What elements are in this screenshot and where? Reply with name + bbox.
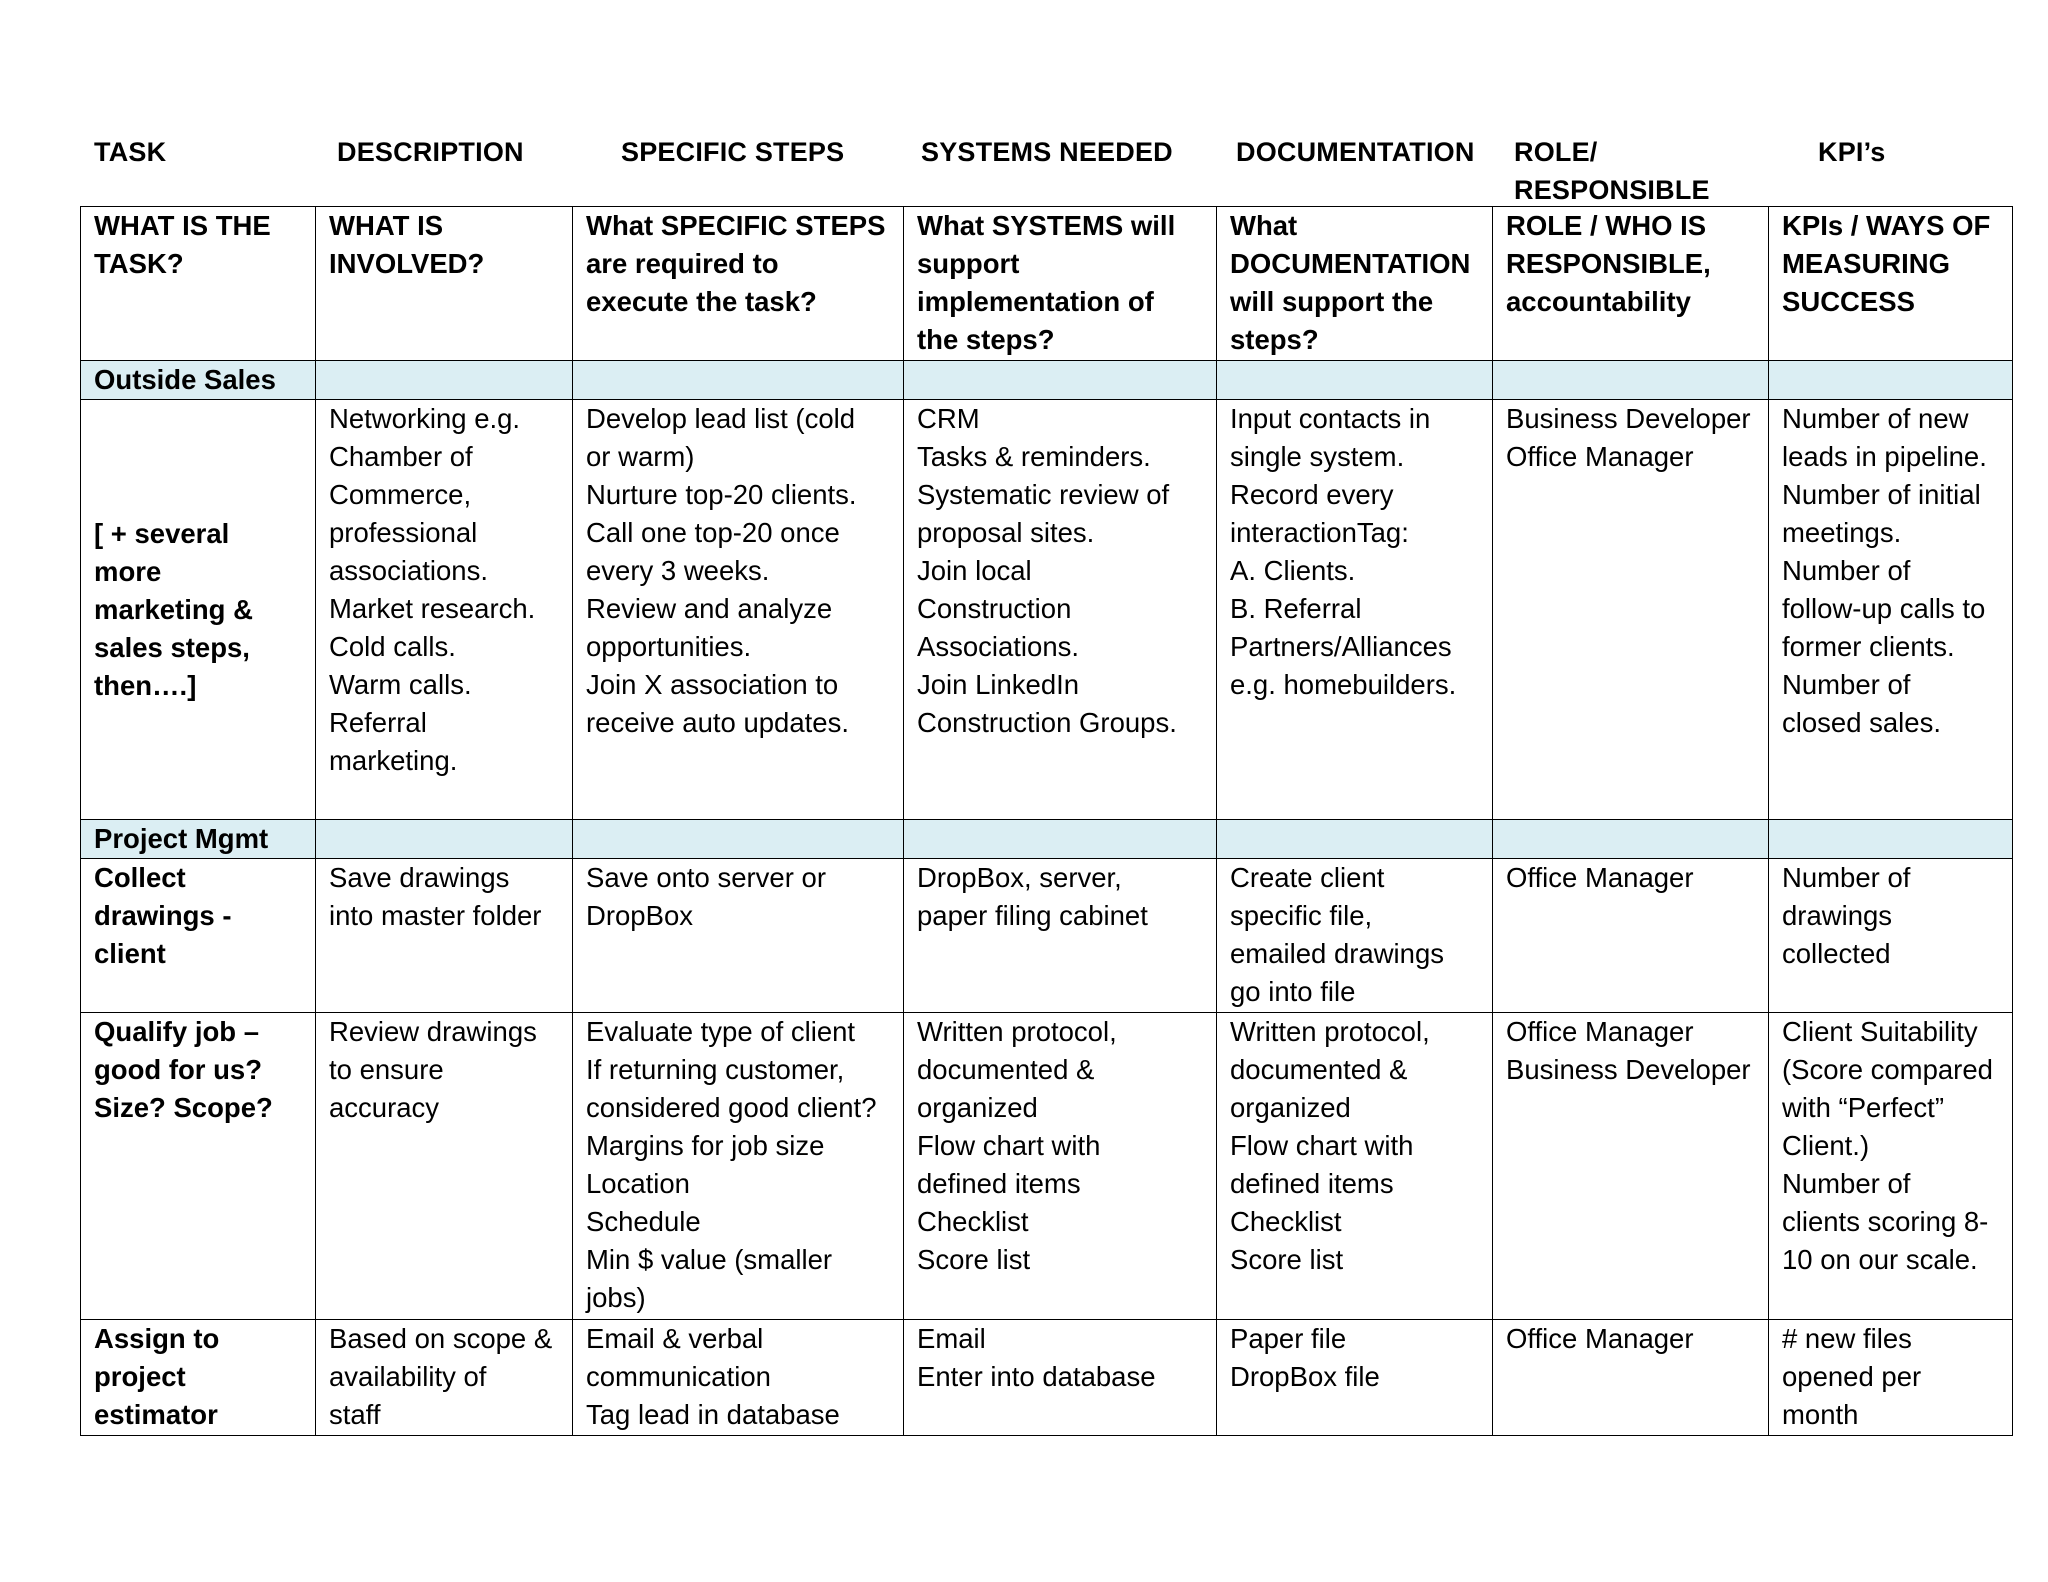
- section-fill: [1769, 361, 2013, 400]
- prompt-row: [81, 207, 2013, 361]
- steps-cell: Evaluate type of client If returning customer, considered good client? Margins for job size Location Schedule Min $ value (smaller jobs): [573, 1013, 904, 1320]
- section-fill: [573, 361, 904, 400]
- table-row: [81, 859, 2013, 1013]
- task-cell: Qualify job – good for us? Size? Scope?: [81, 1013, 316, 1320]
- kpis-cell: Number of new leads in pipeline. Number of initial meetings. Number of follow-up calls to former clients. Number of closed sales.: [1769, 400, 2013, 820]
- col-head-documentation: DOCUMENTATION: [1236, 137, 1475, 167]
- section-fill: [904, 361, 1217, 400]
- prompt-systems: What SYSTEMS will support implementation of the steps?: [904, 207, 1217, 361]
- description-cell: Review drawings to ensure accuracy: [316, 1013, 573, 1320]
- prompt-specific-steps: What SPECIFIC STEPS are required to execute the task?: [573, 207, 904, 361]
- section-fill: [316, 361, 573, 400]
- steps-cell: Save onto server or DropBox: [573, 859, 904, 1013]
- kpis-cell: Client Suitability (Score compared with “Perfect” Client.) Number of clients scoring 8- 10 on our scale.: [1769, 1013, 2013, 1320]
- section-fill: [1493, 820, 1769, 859]
- documentation-cell: Create client specific file, emailed drawings go into file: [1217, 859, 1493, 1013]
- section-fill: [573, 820, 904, 859]
- section-fill: [316, 820, 573, 859]
- section-fill: [1217, 820, 1493, 859]
- steps-cell: Develop lead list (cold or warm) Nurture top-20 clients. Call one top-20 once every 3 weeks. Review and analyze opportunities. Join X association to receive auto updates.: [573, 400, 904, 820]
- section-fill: [1217, 361, 1493, 400]
- section-title-project-mgmt: Project Mgmt: [81, 820, 316, 859]
- description-cell: Save drawings into master folder: [316, 859, 573, 1013]
- task-cell: Collect drawings - client: [81, 859, 316, 1013]
- section-title-outside-sales: Outside Sales: [81, 361, 316, 400]
- task-cell: [ + several more marketing & sales steps, then….]: [81, 400, 316, 820]
- role-cell: Office Manager Business Developer: [1493, 1013, 1769, 1320]
- documentation-cell: Input contacts in single system. Record every interactionTag: A. Clients. B. Referral Partners/Alliances e.g. homebuilders.: [1217, 400, 1493, 820]
- steps-cell: Email & verbal communication Tag lead in database: [573, 1320, 904, 1436]
- prompt-task: WHAT IS THE TASK?: [81, 207, 316, 361]
- table-row: [81, 400, 2013, 820]
- col-head-kpis: KPI’s: [1818, 137, 1886, 167]
- description-cell: Networking e.g. Chamber of Commerce, professional associations. Market research. Cold calls. Warm calls. Referral marketing.: [316, 400, 573, 820]
- description-cell: Based on scope & availability of staff: [316, 1320, 573, 1436]
- systems-cell: DropBox, server, paper filing cabinet: [904, 859, 1217, 1013]
- col-head-task: TASK: [94, 137, 167, 167]
- col-head-systems-needed: SYSTEMS NEEDED: [921, 137, 1173, 167]
- col-head-role: ROLE/ RESPONSIBLE: [1514, 137, 1710, 205]
- prompt-role: ROLE / WHO IS RESPONSIBLE, accountability: [1493, 207, 1769, 361]
- section-row-project-mgmt: [81, 820, 2013, 859]
- systems-cell: Written protocol, documented & organized Flow chart with defined items Checklist Score list: [904, 1013, 1217, 1320]
- role-cell: Business Developer Office Manager: [1493, 400, 1769, 820]
- role-cell: Office Manager: [1493, 859, 1769, 1013]
- kpis-cell: # new files opened per month: [1769, 1320, 2013, 1436]
- documentation-cell: Paper file DropBox file: [1217, 1320, 1493, 1436]
- kpis-cell: Number of drawings collected: [1769, 859, 2013, 1013]
- col-head-specific-steps: SPECIFIC STEPS: [621, 137, 845, 167]
- documentation-cell: Written protocol, documented & organized Flow chart with defined items Checklist Score list: [1217, 1013, 1493, 1320]
- table-row: [81, 1320, 2013, 1436]
- col-head-description: DESCRIPTION: [337, 137, 524, 167]
- section-fill: [1493, 361, 1769, 400]
- prompt-documentation: What DOCUMENTATION will support the steps?: [1217, 207, 1493, 361]
- prompt-kpis: KPIs / WAYS OF MEASURING SUCCESS: [1769, 207, 2013, 361]
- systems-cell: CRM Tasks & reminders. Systematic review of proposal sites. Join local Construction Associations. Join LinkedIn Construction Groups.: [904, 400, 1217, 820]
- section-fill: [1769, 820, 2013, 859]
- task-planning-table: [80, 206, 2013, 1436]
- section-row-outside-sales: [81, 361, 2013, 400]
- task-cell: Assign to project estimator: [81, 1320, 316, 1436]
- systems-cell: Email Enter into database: [904, 1320, 1217, 1436]
- prompt-description: WHAT IS INVOLVED?: [316, 207, 573, 361]
- table-row: [81, 1013, 2013, 1320]
- section-fill: [904, 820, 1217, 859]
- role-cell: Office Manager: [1493, 1320, 1769, 1436]
